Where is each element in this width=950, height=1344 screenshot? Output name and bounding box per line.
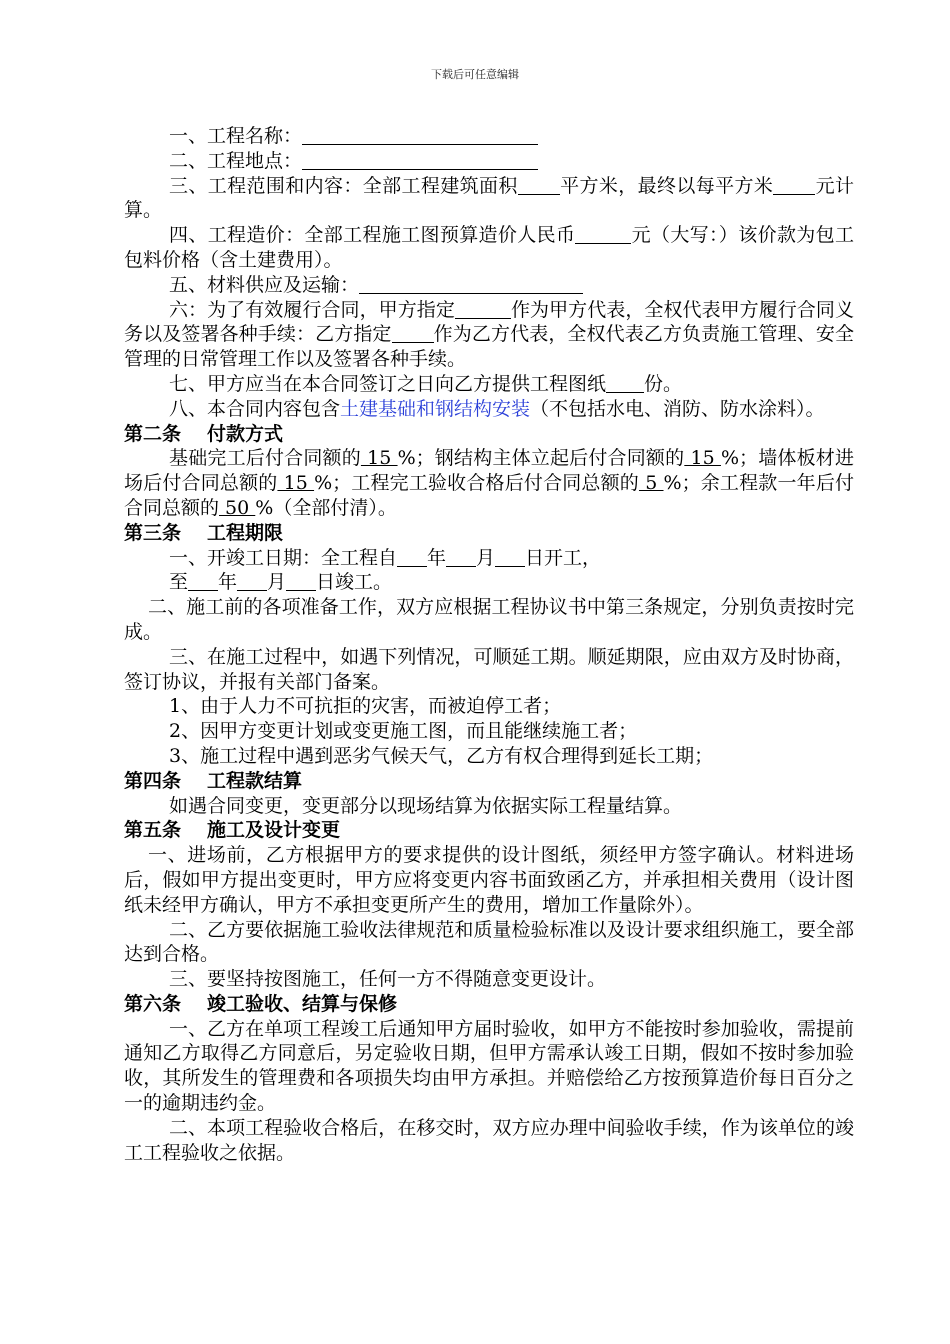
schedule-extension: 三、在施工过程中，如遇下列情况，可顺延工期。顺延期限，应由双方及时协商，签订协议，并报有关部门备案。 bbox=[124, 645, 854, 693]
article-2-heading: 第二条 付款方式 bbox=[124, 422, 284, 445]
design-change-clause-3: 三、要坚持按图施工，任何一方不得随意变更设计。 bbox=[169, 968, 607, 991]
clause-project-scope: 三、工程范围和内容：全部工程建筑面积 平方米，最终以每平方米 元计算。 bbox=[124, 174, 854, 222]
article-4-heading: 第四条 工程款结算 bbox=[124, 769, 303, 792]
blank-field bbox=[302, 126, 538, 145]
clause-drawings: 七、甲方应当在本合同签订之日向乙方提供工程图纸 份。 bbox=[169, 372, 683, 395]
blank-field bbox=[286, 572, 316, 591]
blank-field bbox=[237, 572, 267, 591]
schedule-end: 至 年 月 日竣工。 bbox=[169, 571, 393, 594]
acceptance-clause-2: 二、本项工程验收合格后，在移交时，双方应办理中间验收手续，作为该单位的竣工工程验收之依据。 bbox=[124, 1116, 854, 1164]
blank-field bbox=[188, 572, 218, 591]
clause-project-name: 一、工程名称： bbox=[124, 124, 854, 149]
design-change-clause-1: 一、进场前，乙方根据甲方的要求提供的设计图纸，须经甲方签字确认。材料进场后，假如甲方提出变更时，甲方应将变更内容书面致函乙方，并承担相关费用（设计图纸未经甲方确认，甲方不承担变更所产生的费用，增加工作量除外）。 bbox=[124, 844, 854, 916]
payment-percent: 50 bbox=[219, 496, 256, 519]
payment-terms: 基础完工后付合同额的 15 %；钢结构主体立起后付合同额的 15 %；墙体板材进场后付合同总额的 15 %；工程完工验收合格后付合同总额的 5 %；余工程款一年后付合同总额的 50 %（全部付清）。 bbox=[124, 447, 854, 519]
schedule-start: 一、开竣工日期：全工程自 年 月 日开工， bbox=[169, 546, 602, 569]
payment-percent: 15 bbox=[684, 447, 721, 470]
page-header-note: 下载后可任意编辑 bbox=[431, 68, 519, 81]
article-6-heading: 第六条 竣工验收、结算与保修 bbox=[124, 992, 398, 1015]
blank-field bbox=[575, 225, 631, 244]
blank-field bbox=[397, 548, 427, 567]
blank-field bbox=[359, 275, 583, 294]
clause-contract-content: 八、本合同内容包含土建基础和钢结构安装（不包括水电、消防、防水涂料）。 bbox=[169, 397, 825, 420]
blank-field bbox=[392, 324, 434, 343]
contract-body bbox=[124, 124, 854, 1165]
clause-project-location: 二、工程地点： bbox=[124, 149, 854, 174]
extension-case-2: 2、因甲方变更计划或变更施工图，而且能继续施工者； bbox=[169, 720, 638, 743]
clause-representatives: 六：为了有效履行合同，甲方指定 作为甲方代表，全权代表甲方履行合同义务以及签署各种手续：乙方指定 作为乙方代表，全权代表乙方负责施工管理、安全管理的日常管理工作以及签署各种手续。 bbox=[124, 298, 854, 371]
settlement-clause: 如遇合同变更，变更部分以现场结算为依据实际工程量结算。 bbox=[169, 794, 683, 817]
payment-percent: 15 bbox=[277, 472, 315, 495]
blank-field bbox=[455, 300, 511, 319]
blank-field bbox=[495, 548, 525, 567]
acceptance-clause-1: 一、乙方在单项工程竣工后通知甲方届时验收，如甲方不能按时参加验收，需提前通知乙方取得乙方同意后，另定验收日期，但甲方需承认竣工日期，假如不按时参加验收，其所发生的管理费和各项损失均由甲方承担。并赔偿给乙方按预算造价每日百分之一的逾期违约金。 bbox=[124, 1017, 854, 1115]
blank-field bbox=[606, 374, 644, 393]
payment-percent: 15 bbox=[360, 447, 398, 470]
blank-field bbox=[518, 176, 560, 195]
blank-field bbox=[302, 151, 538, 170]
blank-field bbox=[773, 176, 815, 195]
blank-field bbox=[446, 548, 476, 567]
highlighted-scope-text: 土建基础和钢结构安装 bbox=[340, 397, 531, 420]
schedule-preparation: 二、施工前的各项准备工作，双方应根据工程协议书中第三条规定，分别负责按时完成。 bbox=[124, 596, 854, 643]
clause-material-supply: 五、材料供应及运输： bbox=[124, 273, 854, 298]
clause-project-cost: 四、工程造价：全部工程施工图预算造价人民币 元（大写：）该价款为包工包料价格（含土建费用）。 bbox=[124, 224, 854, 271]
design-change-clause-2: 二、乙方要依据施工验收法律规范和质量检验标准以及设计要求组织施工，要全部达到合格。 bbox=[124, 918, 854, 966]
payment-percent: 5 bbox=[638, 472, 664, 495]
extension-case-1: 1、由于人力不可抗拒的灾害，而被迫停工者； bbox=[169, 695, 562, 718]
article-3-heading: 第三条 工程期限 bbox=[124, 521, 284, 544]
extension-case-3: 3、施工过程中遇到恶劣气候天气，乙方有权合理得到延长工期； bbox=[169, 744, 714, 767]
article-5-heading: 第五条 施工及设计变更 bbox=[124, 819, 341, 842]
